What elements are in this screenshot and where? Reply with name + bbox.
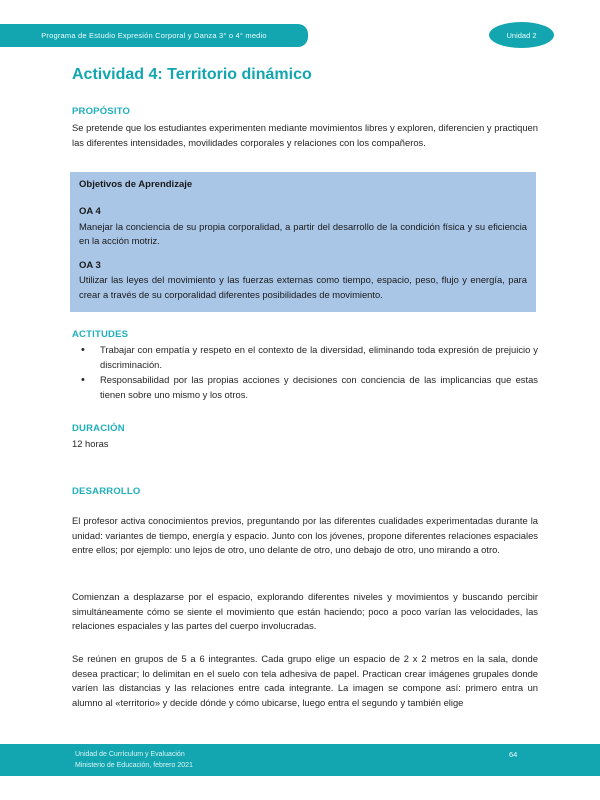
footer-line1: Unidad de Currículum y Evaluación — [75, 751, 185, 758]
section-duracion — [72, 423, 538, 452]
footer-credits — [75, 749, 193, 771]
page-title: Actividad 4: Territorio dinámico — [72, 66, 312, 83]
list-item: • Trabajar con empatía y respeto en el contexto de la diversidad, eliminando toda expresión de prejuicio y discriminación. — [72, 343, 538, 372]
page-number: 64 — [509, 750, 518, 759]
duracion-heading: DURACIÓN — [72, 423, 125, 434]
unit-badge-label: Unidad 2 — [506, 30, 537, 40]
desarrollo-paragraph: Se reúnen en grupos de 5 a 6 integrantes. Cada grupo elige un espacio de 2 x 2 metros en la sala, donde desea practicar; lo delimitan en el suelo con tela adhesiva de papel. Practican crear imágenes grupales donde varíen las distancias y las relaciones entre cada integrante. La imagen se compone así: primero entra un alumno al «territorio» y decide dónde y cómo ubicarse, luego entra el segundo y también elige — [72, 653, 538, 708]
list-item: • Responsabilidad por las propias acciones y decisiones con conciencia de las implicancias que estas tienen sobre uno mismo y los otros. — [72, 373, 538, 402]
section-proposito — [72, 106, 538, 150]
section-actitudes — [72, 329, 538, 403]
proposito-heading: PROPÓSITO — [72, 106, 131, 117]
actitudes-heading: ACTITUDES — [72, 329, 129, 340]
actitudes-list — [72, 343, 538, 402]
objective-item — [79, 259, 527, 303]
objective-code: OA 3 — [79, 259, 101, 271]
objective-text: Utilizar las leyes del movimiento y las fuerzas externas como tiempo, espacio, peso, flujo y energía, para crear a través de su corporalidad diferentes posibilidades de movimiento. — [79, 274, 527, 300]
objective-code: OA 4 — [79, 206, 101, 217]
footer-bar — [0, 744, 600, 776]
duracion-value: 12 horas — [72, 438, 109, 449]
learning-objectives-box — [70, 172, 536, 312]
unit-badge — [489, 22, 554, 48]
objectives-box-title: Objetivos de Aprendizaje — [79, 179, 193, 190]
objective-item — [79, 205, 527, 249]
footer-line2: Ministerio de Educación, febrero 2021 — [75, 762, 193, 769]
desarrollo-paragraph: El profesor activa conocimientos previos, preguntando por las diferentes cualidades experimentadas durante la unidad: variantes de tiempo, energía y espacio. Junto con los jóvenes, propone diferentes relaciones espaciales entre ellos; por ejemplo: uno lejos de otro, uno delante de otro, uno debajo de otro, uno mirando a otro. — [72, 515, 538, 556]
objective-text: Manejar la conciencia de su propia corporalidad, a partir del desarrollo de la condición física y su eficiencia en la acción motriz. — [79, 220, 527, 247]
section-desarrollo — [72, 486, 538, 497]
proposito-body: Se pretende que los estudiantes experimenten mediante movimientos libres y exploren, diferencien y practiquen las diferentes intensidades, movilidades corporales y relaciones con los compañeros. — [72, 122, 538, 148]
desarrollo-heading: DESARROLLO — [72, 486, 141, 497]
desarrollo-paragraph: Comienzan a desplazarse por el espacio, explorando diferentes niveles y movimientos y buscando percibir simultáneamente cómo se siente el movimiento que están haciendo; poco a poco varían las velocidades, las relaciones espaciales y las partes del cuerpo involucradas. — [72, 591, 538, 632]
header-program-label: Programa de Estudio Expresión Corporal y Danza 3° o 4° medio — [41, 31, 267, 40]
header-program-bar — [0, 24, 308, 47]
